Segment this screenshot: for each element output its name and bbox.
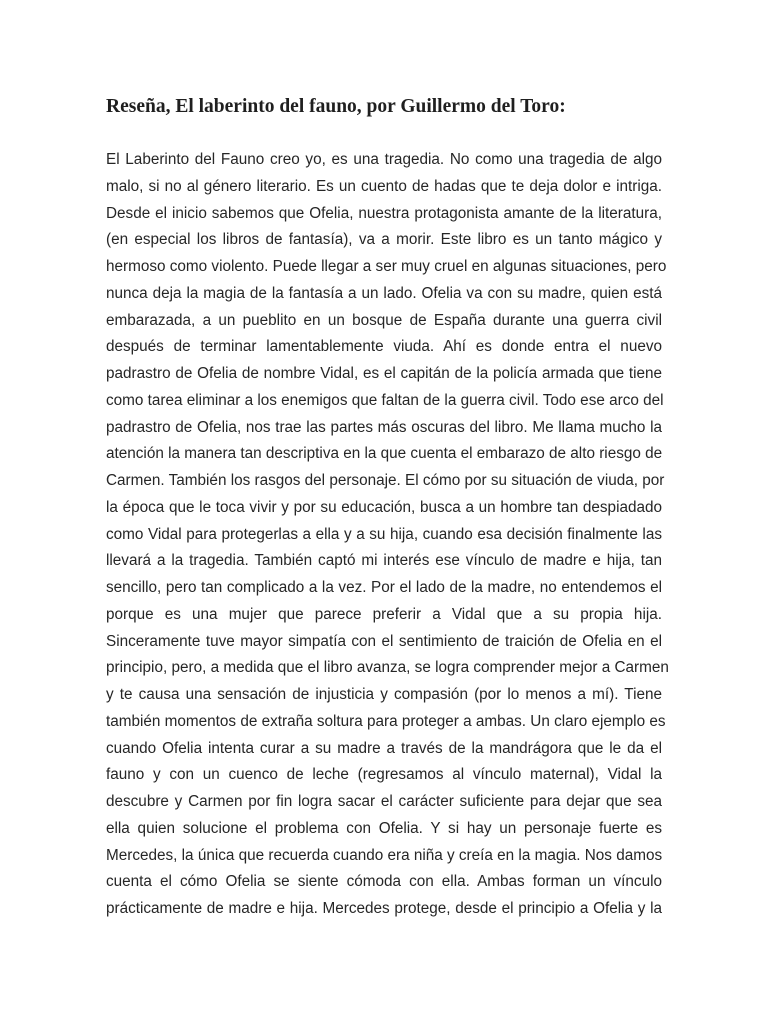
document-title: Reseña, El laberinto del fauno, por Guillermo del Toro: <box>106 96 566 117</box>
text-line: (en especial los libros de fantasía), va a morir. Este libro es un tanto mágico y <box>106 231 662 249</box>
text-line: padrastro de Ofelia de nombre Vidal, es el capitán de la policía armada que tiene <box>106 365 662 382</box>
text-line: como Vidal para protegerlas a ella y a su hija, cuando esa decisión finalmente las <box>106 525 662 543</box>
text-line: nunca deja la magia de la fantasía a un lado. Ofelia va con su madre, quien está <box>106 284 662 302</box>
text-line: ella quien solucione el problema con Ofelia. Y si hay un personaje fuerte es <box>106 819 662 837</box>
text-line: fauno y con un cuenco de leche (regresamos al vínculo maternal), Vidal la <box>106 766 662 784</box>
text-line: sencillo, pero tan complicado a la vez. Por el lado de la madre, no entendemos el <box>106 579 662 596</box>
text-line: y te causa una sensación de injusticia y compasión (por lo menos a mí). Tiene <box>106 686 662 703</box>
text-line: padrastro de Ofelia, nos trae las partes más oscuras del libro. Me llama mucho la <box>106 418 662 436</box>
text-line: Desde el inicio sabemos que Ofelia, nuestra protagonista amante de la literatura, <box>106 204 662 222</box>
text-line: Carmen. También los rasgos del personaje. El cómo por su situación de viuda, por <box>106 472 665 489</box>
text-line: cuenta el cómo Ofelia se siente cómoda con ella. Ambas forman un vínculo <box>106 873 662 891</box>
text-line: llevará a la tragedia. También captó mi interés ese vínculo de madre e hija, tan <box>106 552 662 570</box>
text-line: malo, si no al género literario. Es un cuento de hadas que te deja dolor e intriga. <box>106 177 662 195</box>
text-line: también momentos de extraña soltura para proteger a ambas. Un claro ejemplo es <box>106 712 666 730</box>
text-line: como tarea eliminar a los enemigos que faltan de la guerra civil. Todo ese arco del <box>106 391 664 409</box>
body-paragraph <box>106 147 669 923</box>
text-line: descubre y Carmen por fin logra sacar el carácter suficiente para dejar que sea <box>106 793 662 810</box>
text-line: principio, pero, a medida que el libro avanza, se logra comprender mejor a Carmen <box>106 659 669 677</box>
text-line: atención la manera tan descriptiva en la que cuenta el embarazo de alto riesgo de <box>106 445 663 463</box>
text-line: la época que le toca vivir y por su educación, busca a un hombre tan despiadado <box>106 498 662 516</box>
text-line: después de terminar lamentablemente viuda. Ahí es donde entra el nuevo <box>106 338 662 356</box>
text-line: cuando Ofelia intenta curar a su madre a través de la mandrágora que le da el <box>106 739 662 757</box>
text-line: embarazada, a un pueblito en un bosque de España durante una guerra civil <box>106 311 662 329</box>
text-line: Mercedes, la única que recuerda cuando era niña y creía en la magia. Nos damos <box>106 846 663 864</box>
text-line: El Laberinto del Fauno creo yo, es una tragedia. No como una tragedia de algo <box>106 151 662 168</box>
text-line: prácticamente de madre e hija. Mercedes protege, desde el principio a Ofelia y la <box>106 900 662 917</box>
text-line: hermoso como violento. Puede llegar a ser muy cruel en algunas situaciones, pero <box>106 258 667 275</box>
text-line: Sinceramente tuve mayor simpatía con el sentimiento de traición de Ofelia en el <box>106 632 662 650</box>
text-line: porque es una mujer que parece preferir a Vidal que a su propia hija. <box>106 605 662 623</box>
